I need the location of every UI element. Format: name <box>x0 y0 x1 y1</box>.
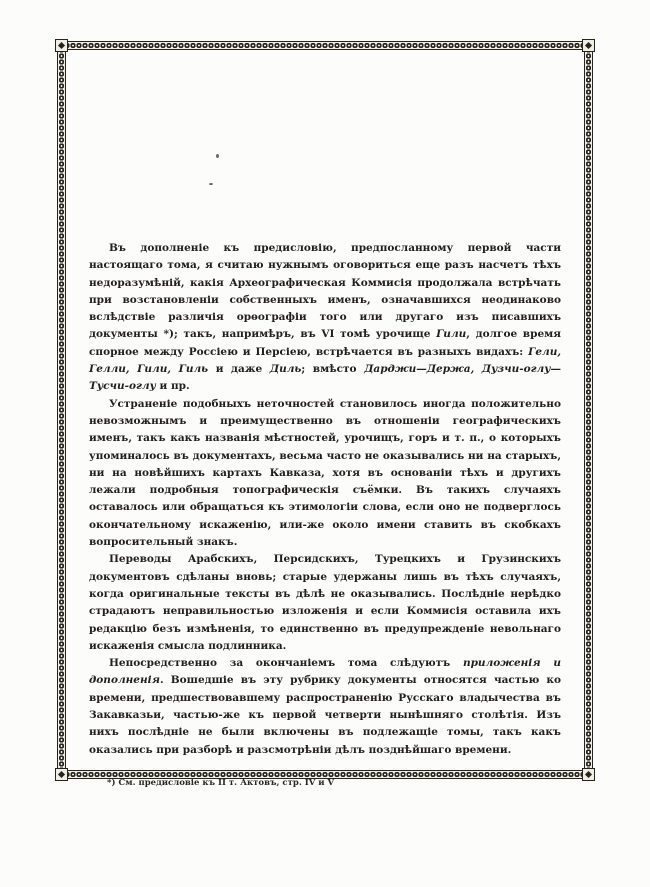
footnote: *) См. предисловіе къ II т. Актовъ, стр. IV и V <box>107 777 335 788</box>
border-left-chain <box>57 41 66 779</box>
border-corner-rosette <box>582 768 595 781</box>
paragraph-3: Переводы Арабскихъ, Персидскихъ, Турецкихъ и Грузинскихъ документовъ сдѣланы вновь; старые удержаны лишь въ тѣхъ случаяхъ, когда оригинальные тексты въ дѣлѣ не оказывались. Послѣдніе нерѣдко страдаютъ неправильностью изложенія и если Коммисія оставила ихъ редакцію безъ измѣненія, то единственно въ предупрежденіе невольнаго искаженія смысла подлинника. <box>89 553 561 652</box>
body-text <box>89 240 561 789</box>
paragraph-1: Въ дополненіе къ предисловію, предпосланному первой части настоящаго тома, я считаю нужнымъ оговориться еще разъ насчетъ тѣхъ недоразумѣній, какія Археографическая Коммисія продолжала встрѣчать при возстановленіи собственныхъ именъ, означавшихся неодинаково вслѣдствіе различія орѳографіи того или другаго изъ писавшихъ документы *); такъ, напримѣръ, въ VI томѣ урочище Гили, долгое время спорное между Россіею и Персіею, встрѣчается въ разныхъ видахъ: Гели, Гелли, Гили, Гиль и даже Диль; вмѣсто Дарджи—Держа, Дузчи-оглу—Тусчи-оглу и пр. <box>89 242 562 393</box>
paragraph-4: Непосредственно за окончаніемъ тома слѣдуютъ приложенія и дополненія. Вошедшіе въ эту рубрику документы относятся частью ко времени, предшествовавшему распространенію Русскаго владычества въ Закавказьи, частью-же къ первой четверти нынѣшняго столѣтія. Изъ нихъ послѣдніе не были включены въ подлежащіе томы, такъ какъ оказались при разборѣ и разсмотрѣніи дѣлъ позднѣйшаго времени. <box>89 657 561 756</box>
paragraph-2: Устраненіе подобныхъ неточностей становилось иногда положительно невозможнымъ и преимущественно въ отношеніи географическихъ именъ, такъ какъ названія мѣстностей, урочищъ, горъ и т. п., о которыхъ упоминалось въ документахъ, весьма часто не оказывались ни на старыхъ, ни на новѣйшихъ картахъ Кавказа, хотя въ основаніи тѣхъ и другихъ лежали подробныя топографическія съёмки. Въ такихъ случаяхъ оставалось или обращаться къ этимологіи слова, если оно не подверглось окончательному искаженію, или-же около имени ставить въ скобкахъ вопросительный знакъ. <box>89 397 561 549</box>
border-corner-rosette <box>55 768 68 781</box>
border-top-chain <box>57 41 593 50</box>
border-right-chain <box>584 41 593 779</box>
border-corner-rosette <box>582 39 595 52</box>
border-corner-rosette <box>55 39 68 52</box>
scan-speck <box>216 154 219 158</box>
scan-speck <box>209 183 213 185</box>
